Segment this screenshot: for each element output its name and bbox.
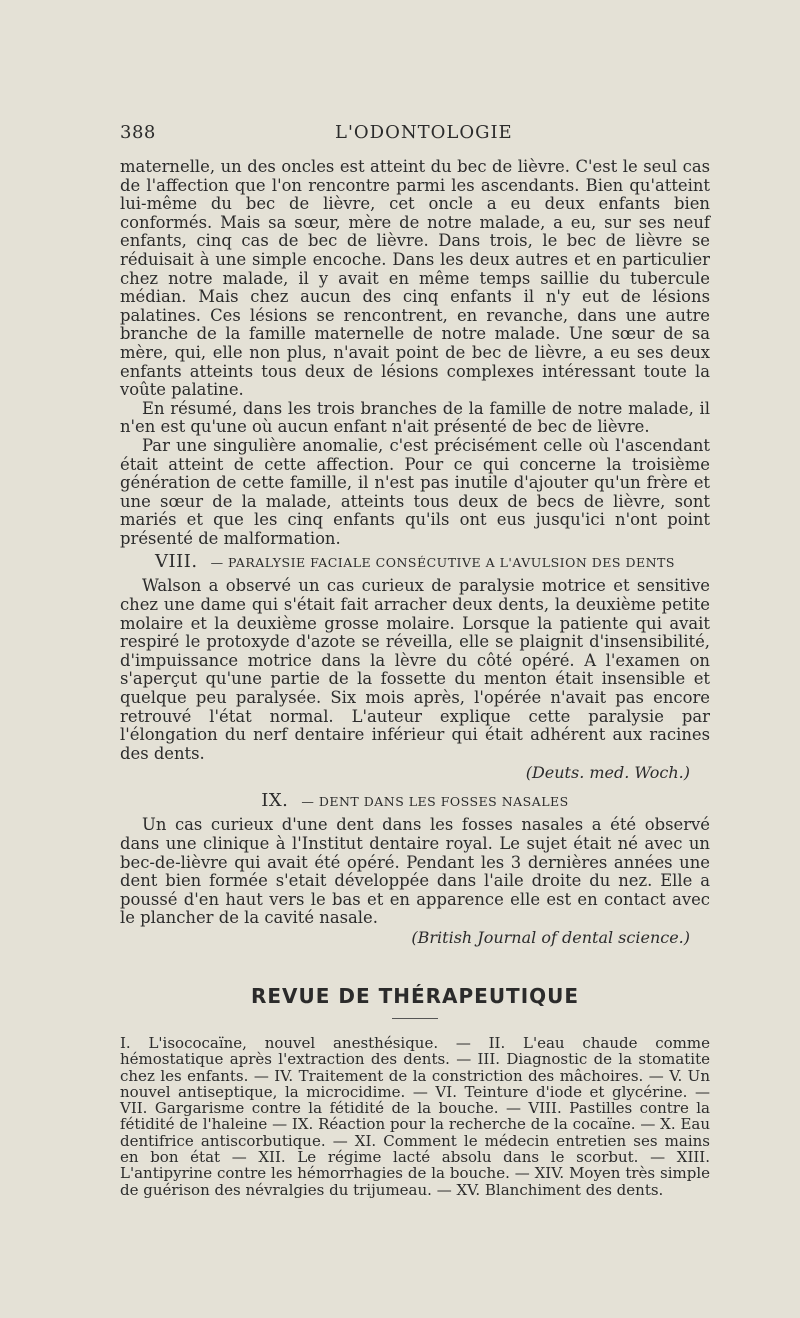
summary-text: I. L'isococaïne, nouvel anesthésique. — II. L'eau chaude comme hémostatique après l'extraction des dents. — III. Diagnostic de la stomatite chez les enfants. — IV. Traitement de la constriction des mâchoires. — V. Un nouvel antiseptique, la microcidime. — VI. Teinture d'iode et glycérine. — VII. Gargarisme contre la fétidité de la bouche. — VIII. Pastilles contre la fétidité de l'haleine — IX. Réaction pour la recherche de la cocaïne. — X. Eau dentifrice antiscorbutique. — XI. Comment le médecin entretien ses mains en bon état — XII. Le régime lacté absolu dans le scorbut. — XIII. L'antipyrine contre les hémorrhagies de la bouche. — XIV. Moyen très simple de guérison des névralgies du trijumeau. — XV. Blanchiment des dents. [120, 1033, 710, 1199]
section-9-number: IX. [261, 790, 289, 812]
paragraph-1: maternelle, un des oncles est atteint du bec de lièvre. C'est le seul cas de l'affection que l'on rencontre parmi les ascendants. Bien qu'atteint lui-même du bec de lièvre, cet oncle a eu deux enfants bien conformés. Mais sa sœur, mère de notre malade, a eu, sur ses neuf enfants, cinq cas de bec de lièvre. Dans trois, le bec de lièvre se réduisait à une simple encoche. Dans les deux autres et en particulier chez notre malade, il y avait en même temps saillie du tubercule médian. Mais chez aucun des cinq enfants il n'y eut de lésions palatines. Ces lésions se rencontrent, en revanche, dans une autre branche de la famille maternelle de notre malade. Une sœur de sa mère, qui, elle non plus, n'avait point de bec de lièvre, a eu ses deux enfants atteints tous deux de lésions complexes intéressant toute la voûte palatine. [120, 157, 710, 400]
running-title: L'ODONTOLOGIE [335, 122, 513, 143]
section-8-text: Walson a observé un cas curieux de paralysie motrice et sensitive chez une dame qui s'était fait arracher deux dents, la deuxième petite molaire et la deuxième grosse molaire. Lorsque la patiente qui avait respiré le protoxyde d'azote se réveilla, elle se plaignit d'insensibilité, d'impuissance motrice dans la lèvre du côté opéré. A l'examen on s'aperçut qu'une partie de la fossette du menton était insensible et quelque peu paralysée. Six mois après, l'opérée n'avait pas encore retrouvé l'état normal. L'auteur explique cette paralysie par l'élongation du nerf dentaire inférieur qui était adhérent aux racines des dents. [120, 576, 710, 763]
paragraph-2: En résumé, dans les trois branches de la famille de notre malade, il n'en est qu'une où aucun enfant n'ait présenté de bec de lièvre. [120, 398, 710, 437]
revue-summary [120, 1035, 710, 1198]
page-header [120, 122, 710, 148]
paragraph-3: Par une singulière anomalie, c'est précisément celle où l'ascendant était atteint de cette affection. Pour ce qui concerne la troisième génération de cette famille, il n'est pas inutile d'ajouter qu'un frère et une sœur de la malade, atteints tous deux de becs de lièvre, sont mariés et que les cinq enfants qu'ils ont eus jusqu'ici n'ont point présenté de malformation. [120, 435, 710, 548]
section-8-title: — PARALYSIE FACIALE CONSÉCUTIVE A L'AVULSION DES DENTS [210, 555, 675, 571]
section-9-title: — DENT DANS LES FOSSES NASALES [301, 794, 569, 810]
section-9-text: Un cas curieux d'une dent dans les fosses nasales a été observé dans une clinique à l'Institut dentaire royal. Le sujet était né avec un bec-de-lièvre qui avait été opéré. Pendant les 3 dernières années une dent bien formée s'etait développée dans l'aile droite du nez. Elle a poussé d'en haut vers le bas et en apparence elle est en contact avec le plancher de la cavité nasale. [120, 815, 710, 928]
section-8-source: (Deuts. med. Woch.) [525, 763, 690, 783]
page-number: 388 [120, 122, 156, 143]
section-9-heading [120, 787, 710, 816]
section-8-heading [120, 548, 710, 577]
revue-title: REVUE DE THÉRAPEUTIQUE [250, 983, 580, 1008]
section-8-number: VIII. [155, 551, 198, 573]
main-text [120, 158, 710, 1198]
section-9-source: (British Journal of dental science.) [411, 927, 690, 947]
title-rule [392, 1018, 438, 1019]
